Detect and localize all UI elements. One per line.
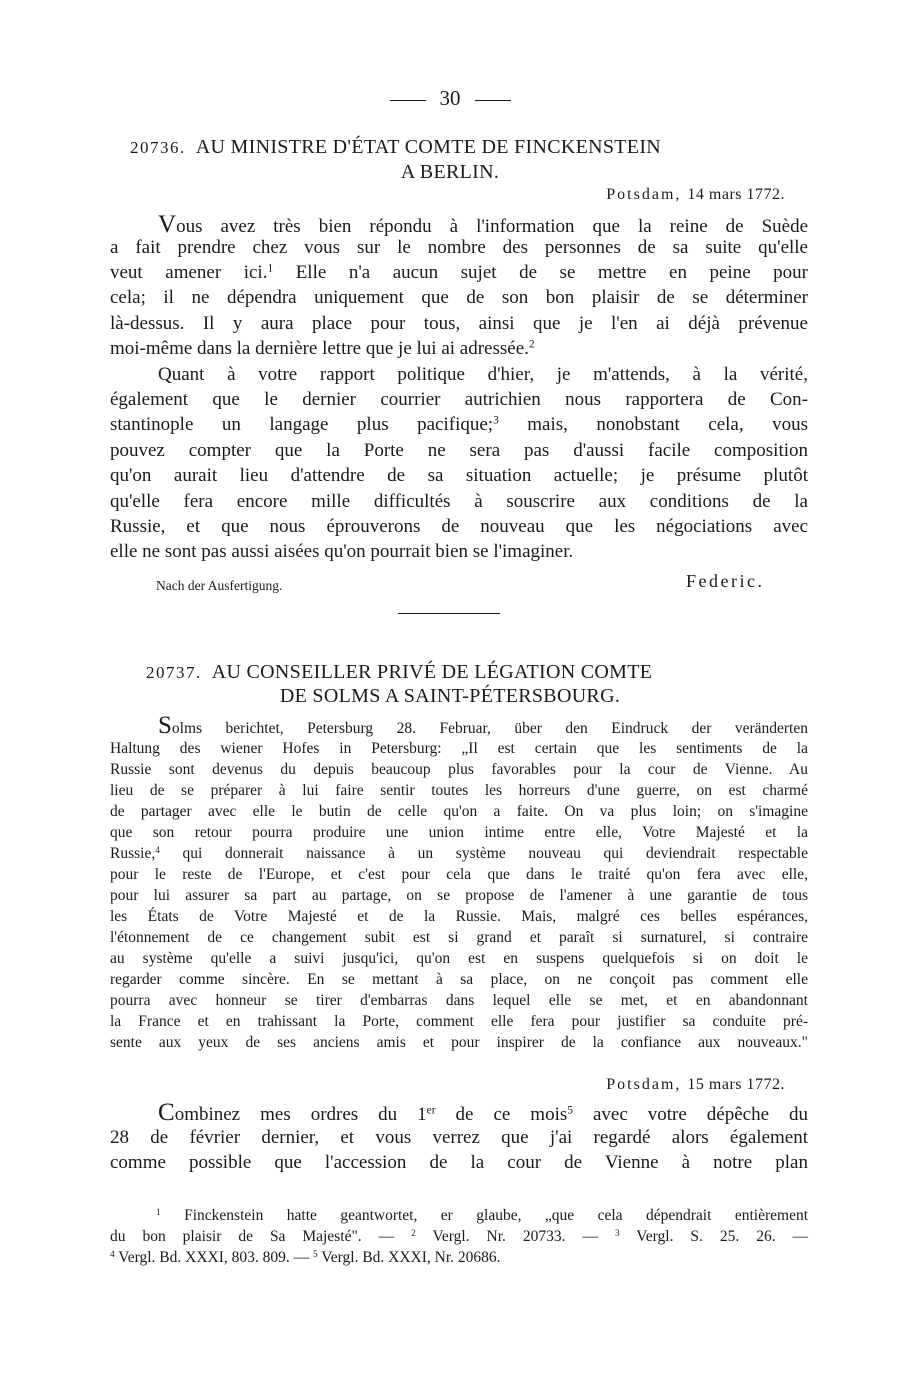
- letter2-summary-line-4: lieu de se préparer à lui faire sentir toutes les horreurs d'une guerre, on est charmé: [110, 782, 808, 799]
- footnote-line-2: du bon plaisir de Sa Majesté". — $^2$ Vergl. Nr. 20733. — $^3$ Vergl. S. 25. 26. —: [110, 1228, 809, 1245]
- letter2-dateline: [400, 1076, 785, 1094]
- letter1-line-5: là-dessus. Il y aura place pour tous, ainsi que je l'en ai déjà prévenue: [110, 313, 808, 334]
- letter2-date: 15 mars 1772.: [687, 1076, 785, 1093]
- footnote-ref-3: 3: [493, 414, 499, 427]
- letter1-line-12: qu'elle fera encore mille difficultés à souscrire aux conditions de la: [110, 491, 808, 512]
- letter1-line-8: également que le dernier courrier autrichien nous rapportera de Con-: [110, 389, 808, 410]
- letter2-reply-line-1: Combinez mes ordres du 1er de ce mois$^5$ avec votre dépêche du: [158, 1099, 809, 1126]
- letter2-summary-line-13: regarder comme sincère. En se mettant à sa place, on ne conçoit pas comment elle: [110, 971, 808, 988]
- footnote-ref-1: 1: [267, 262, 274, 275]
- letter1-line-14: elle ne sont pas aussi aisées qu'on pourrait bien se l'imaginer.: [110, 541, 574, 562]
- footnote-line-3: $^4$ Vergl. Bd. XXXI, 803. 809. — $^5$ Vergl. Bd. XXXI, Nr. 20686.: [110, 1249, 501, 1266]
- page-number: [0, 86, 900, 111]
- page-number-dash-left: [390, 100, 426, 101]
- letter1-line-4: cela; il ne dépendra uniquement que de son bon plaisir de se déterminer: [110, 287, 808, 308]
- letter2-number: 20737.: [146, 663, 202, 682]
- letter2-summary-line-16: sente aux yeux de ses anciens amis et pour inspirer de la confiance aux nouveaux.": [110, 1034, 808, 1051]
- letter1-line-13: Russie, et que nous éprouverons de nouveau que les négociations avec: [110, 516, 808, 537]
- letter2-summary-line-7: Russie,$^4$ qui donnerait naissance à un système nouveau qui deviendrait respectable: [110, 845, 808, 862]
- footnote-1-line-1: $^1$ Finckenstein hatte geantwortet, er glaube, „que cela dépendrait entièrement: [156, 1207, 808, 1224]
- letter2-summary-line-2: Haltung des wiener Hofes in Petersburg: „Il est certain que les sentiments de la: [110, 740, 808, 757]
- letter1-number: 20736.: [130, 138, 186, 157]
- letter2-summary-line-14: pourra avec honneur se tirer d'embarras dans lequel elle se met, et en abandonnant: [110, 992, 808, 1009]
- letter1-line-11: qu'on aurait lieu d'attendre de sa situation actuelle; je présume plutôt: [110, 465, 808, 486]
- letter1-date: 14 mars 1772.: [687, 186, 785, 203]
- page-number-text: 30: [439, 86, 461, 110]
- letter2-summary-line-10: les États de Votre Majesté et de la Russie. Mais, malgré ces belles espérances,: [110, 908, 808, 925]
- letter1-line-7: Quant à votre rapport politique d'hier, je m'attends, à la vérité,: [158, 364, 808, 385]
- letter2-summary-line-5: de partager avec elle le butin de celle qu'on a faite. On va plus loin; on s'imagine: [110, 803, 808, 820]
- section-divider: [398, 613, 500, 614]
- letter2-summary-line-3: Russie sont devenus du depuis beaucoup plus favorables pour la cour de Vienne. Au: [110, 761, 808, 778]
- letter1-signature: Federic.: [686, 571, 765, 591]
- letter1-title-line2: A BERLIN.: [400, 161, 500, 183]
- letter2-summary-line-11: l'étonnement de ce changement subit est si grand et paraît si surnaturel, si contraire: [110, 929, 808, 946]
- letter2-reply-dropcap: C: [158, 1099, 175, 1126]
- letter1-place: Potsdam,: [606, 186, 682, 203]
- letter2-dropcap: S: [158, 712, 172, 739]
- letter2-reply-line-3: comme possible que l'accession de la cour de Vienne à notre plan: [110, 1152, 808, 1173]
- footnote-ref-4: 4: [155, 845, 160, 856]
- letter1-line-10: pouvez compter que la Porte ne sera pas d'aussi facile composition: [110, 440, 808, 461]
- letter1-line-3: veut amener ici.$^1$ Elle n'a aucun sujet de se mettre en peine pour: [110, 262, 809, 283]
- letter1-line-2: a fait prendre chez vous sur le nombre des personnes de sa suite qu'elle: [110, 237, 808, 258]
- letter2-summary-line-1: Solms berichtet, Petersburg 28. Februar, über den Eindruck der veränderten: [158, 712, 808, 739]
- letter2-summary-line-15: la France et en trahissant la Porte, comment elle fera pour justifier sa conduite pré-: [110, 1013, 808, 1030]
- letter1-line-1: Vous avez très bien répondu à l'information que la reine de Suède: [158, 211, 808, 238]
- footnote-ref-5: 5: [567, 1104, 573, 1117]
- letter2-place: Potsdam,: [606, 1076, 682, 1093]
- letter2-heading-line1: [146, 661, 652, 684]
- letter2-reply-line-2: 28 de février dernier, et vous verrez que j'ai regardé alors également: [110, 1127, 808, 1148]
- letter1-source: Nach der Ausfertigung.: [156, 578, 283, 593]
- footnote-ref-2: 2: [528, 338, 535, 351]
- letter2-summary-line-12: au système qu'elle a suivi jusqu'ici, qu'on est en suspens quelquefois si on doit le: [110, 950, 808, 967]
- letter1-line-6: moi-même dans la dernière lettre que je lui ai adressée.$^2$: [110, 338, 535, 359]
- letter1-dropcap: V: [158, 211, 177, 238]
- letter2-title-line2: DE SOLMS A SAINT-PÉTERSBOURG.: [279, 685, 621, 707]
- letter2-summary-line-9: pour lui assurer sa part au partage, on se propose de l'amener à une garantie de tous: [110, 887, 808, 904]
- letter1-line-9: stantinople un langage plus pacifique;$^3$ mais, nonobstant cela, vous: [110, 414, 809, 435]
- page-number-dash-right: [475, 100, 511, 101]
- letter1-title-line1: AU MINISTRE D'ÉTAT COMTE DE FINCKENSTEIN: [195, 136, 662, 158]
- letter1-heading-line1: [130, 136, 661, 159]
- letter2-title-line1: AU CONSEILLER PRIVÉ DE LÉGATION COMTE: [211, 661, 653, 683]
- letter2-summary-line-6: que son retour pourra produire une union intime entre elle, Votre Majesté et la: [110, 824, 808, 841]
- letter2-summary-line-8: pour le reste de l'Europe, et c'est pour cela que dans le traité qu'on fera avec elle,: [110, 866, 808, 883]
- letter1-dateline: [400, 186, 785, 204]
